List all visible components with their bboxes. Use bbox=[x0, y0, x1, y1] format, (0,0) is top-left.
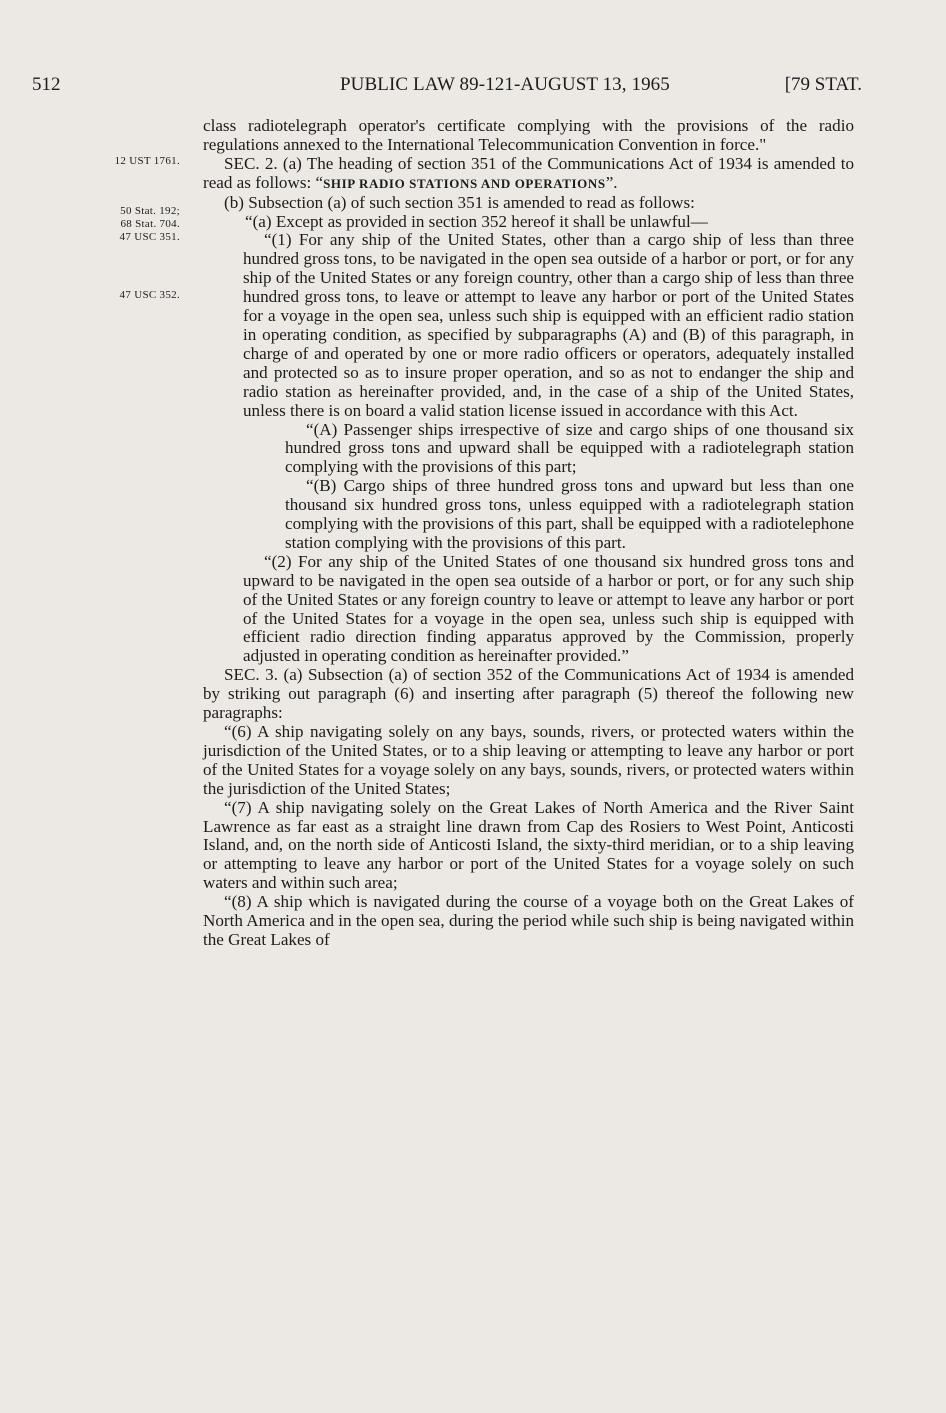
section-label: SEC. 2. bbox=[224, 153, 278, 173]
statute-reference: [79 STAT. bbox=[784, 74, 862, 95]
paragraph-7: “(7) A ship navigating solely on the Great Lakes of North America and the River Saint Lawrence as far east as a straight line drawn from Cap des Rosiers to West Point, Anticosti Island, and, on the north side of Anticosti Island, the sixty-third meridian, or to a ship leaving or attempting to leave any harbor or port of the United States for a voyage solely on such waters and within such area; bbox=[203, 797, 854, 893]
paragraph-1: “(1) For any ship of the United States, other than a cargo ship of less than three hundred gross tons, to be navigated in the open sea outside of a harbor or port, or for any ship of the United States or any foreign country, other than a cargo ship of less than three hundred gross tons, to leave or attempt to leave any harbor or port of the United States for a voyage in the open sea, unless such ship is equipped with an efficient radio station in operating condition, as specified by subparagraphs (A) and (B) of this paragraph, in charge of and operated by one or more radio officers or operators, adequately installed and protected so as to insure proper operation, and so as not to endanger the ship and radio station as hereinafter provided, and, in the case of a ship of the United States, unless there is on board a valid station license issued in accordance with this Act. bbox=[243, 230, 854, 420]
margin-note: 50 Stat. 192; 68 Stat. 704. 47 USC 351. bbox=[119, 205, 180, 243]
paragraph-8: “(8) A ship which is navigated during the course of a voyage both on the Great Lakes of North America and in the open sea, during the period while such ship is being navigated within the Great Lakes of bbox=[203, 892, 854, 949]
section-2-paragraph: SEC. 2. (a) The heading of section 351 of the Communications Act of 1934 is amended to read as follows: “SHIP RADIO STATIONS AND OPERATIONS”. bbox=[203, 153, 855, 192]
margin-note: 12 UST 1761. bbox=[114, 155, 180, 167]
subsection-b-paragraph: (b) Subsection (a) of such section 351 is amended to read as follows: bbox=[224, 192, 695, 212]
paragraph-2: “(2) For any ship of the United States of one thousand six hundred gross tons and upward to be navigated in the open sea outside of a harbor or port, or for any such ship of the United States or any foreign country to leave or attempt to leave any harbor or port of the United States for a voyage in the open sea, unless such ship is equipped with efficient radio direction finding apparatus approved by the Commission, properly adjusted in operating condition as hereinafter provided.” bbox=[243, 551, 854, 666]
page-number: 512 bbox=[32, 74, 61, 95]
paragraph-6: “(6) A ship navigating solely on any bays, sounds, rivers, or protected waters within the jurisdiction of the United States, or to a ship leaving or attempting to leave any harbor or port of the United States for a voyage solely on any bays, sounds, rivers, or protected waters within the jurisdiction of the United States; bbox=[203, 722, 854, 798]
section-label: SEC. 3. bbox=[224, 665, 278, 685]
margin-note: 47 USC 352. bbox=[119, 289, 180, 301]
subparagraph-B: “(B) Cargo ships of three hundred gross tons and upward but less than one thousand six hundred gross tons, unless equipped with a radiotelegraph station complying with the provisions of this part, shall be equipped with a radiotelephone station complying with the provisions of this part. bbox=[285, 476, 854, 552]
section-heading-text: SHIP RADIO STATIONS AND OPERATIONS bbox=[323, 175, 606, 191]
subparagraph-A: “(A) Passenger ships irrespective of size and cargo ships of one thousand six hundred gross tons and upward shall be equipped with a radiotelegraph station complying with the provisions of this part; bbox=[285, 419, 854, 477]
paragraph-continuation: class radiotelegraph operator's certificate complying with the provisions of the radio regulations annexed to the International Telecommunication Convention in force." bbox=[203, 116, 854, 154]
running-head-title: PUBLIC LAW 89-121-AUGUST 13, 1965 bbox=[340, 74, 670, 95]
body-text bbox=[203, 117, 854, 950]
section-3-paragraph: SEC. 3. (a) Subsection (a) of section 352 of the Communications Act of 1934 is amended by striking out paragraph (6) and inserting after paragraph (5) thereof the following new paragraphs: bbox=[203, 665, 854, 723]
subsection-a-paragraph: “(a) Except as provided in section 352 hereof it shall be unlawful— bbox=[245, 211, 708, 231]
running-head bbox=[32, 74, 862, 104]
